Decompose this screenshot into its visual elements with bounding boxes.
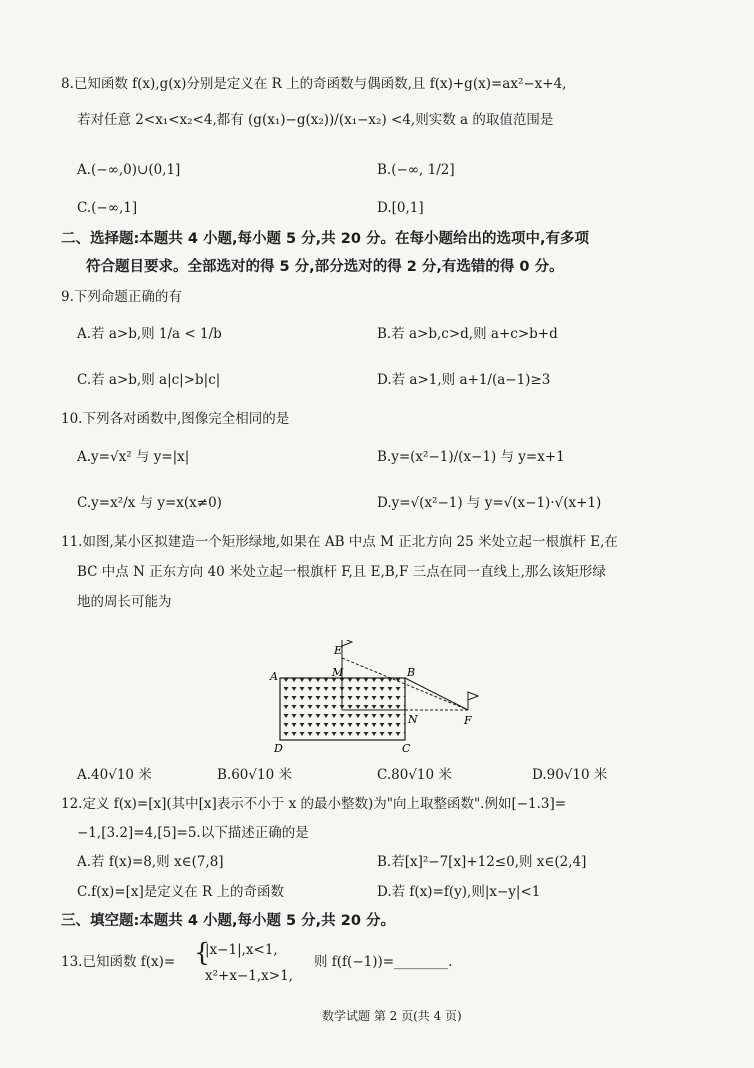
q12-option-d: D.若 f(x)=f(y),则|x−y|<1 bbox=[377, 884, 541, 900]
q11-option-b: B.60√10 米 bbox=[217, 767, 292, 783]
q13-case1: |x−1|,x<1, bbox=[205, 942, 278, 958]
label-m: M bbox=[332, 666, 344, 679]
q13-prefix: 13.已知函数 f(x)= bbox=[61, 954, 176, 970]
q11-option-d: D.90√10 米 bbox=[532, 767, 608, 783]
q8-line2: 若对任意 2<x₁<x₂<4,都有 (g(x₁)−g(x₂))/(x₁−x₂) <4,则实数 a 的取值范围是 bbox=[77, 112, 554, 128]
q10-stem: 10.下列各对函数中,图像完全相同的是 bbox=[61, 411, 290, 427]
q13-suffix: 则 f(f(−1))=________. bbox=[314, 954, 453, 970]
q8-option-d: D.[0,1] bbox=[377, 200, 424, 216]
section2-line2: 符合题目要求。全部选对的得 5 分,部分选对的得 2 分,有选错的得 0 分。 bbox=[86, 259, 564, 275]
q11-option-a: A.40√10 米 bbox=[77, 767, 152, 783]
q9-stem: 9.下列命题正确的有 bbox=[61, 289, 182, 305]
label-d: D bbox=[274, 742, 283, 755]
q8-option-b: B.(−∞, 1/2] bbox=[377, 162, 455, 178]
section2-line1: 二、选择题:本题共 4 小题,每小题 5 分,共 20 分。在每小题给出的选项中,有多项 bbox=[61, 231, 589, 247]
q9-option-c: C.若 a>b,则 a|c|>b|c| bbox=[77, 372, 221, 388]
q12-option-a: A.若 f(x)=8,则 x∈(7,8] bbox=[77, 854, 224, 870]
q12-line2: −1,[3.2]=4,[5]=5.以下描述正确的是 bbox=[77, 825, 309, 841]
q12-option-c: C.f(x)=[x]是定义在 R 上的奇函数 bbox=[77, 884, 284, 900]
label-b: B bbox=[407, 666, 416, 679]
section3-title: 三、填空题:本题共 4 小题,每小题 5 分,共 20 分。 bbox=[61, 913, 395, 929]
q10-option-b: B.y=(x²−1)/(x−1) 与 y=x+1 bbox=[377, 449, 565, 465]
q11-line1: 11.如图,某小区拟建造一个矩形绿地,如果在 AB 中点 M 正北方向 25 米处立起一根旗杆 E,在 bbox=[61, 534, 618, 550]
label-e: E bbox=[334, 644, 343, 657]
q8-line1: 8.已知函数 f(x),g(x)分别是定义在 R 上的奇函数与偶函数,且 f(x)+g(x)=ax²−x+4, bbox=[61, 76, 567, 92]
q10-option-d: D.y=√(x²−1) 与 y=√(x−1)·√(x+1) bbox=[377, 495, 602, 511]
rectangle-garden-figure bbox=[258, 640, 498, 756]
q11-option-c: C.80√10 米 bbox=[377, 767, 452, 783]
b-to-f-line bbox=[405, 678, 468, 710]
q9-option-b: B.若 a>b,c>d,则 a+c>b+d bbox=[377, 326, 558, 342]
flag-f-icon bbox=[468, 692, 478, 710]
q10-option-a: A.y=√x² 与 y=|x| bbox=[77, 449, 190, 465]
q8-option-a: A.(−∞,0)∪(0,1] bbox=[77, 162, 181, 178]
q8-option-c: C.(−∞,1] bbox=[77, 200, 138, 216]
q13-case2: x²+x−1,x>1, bbox=[205, 968, 293, 984]
q10-option-c: C.y=x²/x 与 y=x(x≠0) bbox=[77, 495, 222, 511]
q12-option-b: B.若[x]²−7[x]+12≤0,则 x∈(2,4] bbox=[377, 854, 587, 870]
flag-e-icon bbox=[342, 640, 352, 658]
label-c: C bbox=[402, 742, 411, 755]
q13-brace: { bbox=[194, 938, 210, 967]
label-n: N bbox=[408, 713, 418, 726]
q11-line2: BC 中点 N 正东方向 40 米处立起一根旗杆 F,且 E,B,F 三点在同一直线上,那么该矩形绿 bbox=[77, 564, 606, 580]
q9-option-a: A.若 a>b,则 1/a < 1/b bbox=[77, 326, 222, 342]
q11-line3: 地的周长可能为 bbox=[77, 594, 172, 610]
q9-option-d: D.若 a>1,则 a+1/(a−1)≥3 bbox=[377, 372, 551, 388]
q12-line1: 12.定义 f(x)=[x](其中[x]表示不小于 x 的最小整数)为"向上取整函数".例如[−1.3]= bbox=[61, 796, 567, 812]
label-a: A bbox=[270, 670, 278, 683]
label-f: F bbox=[464, 714, 472, 727]
page-footer: 数学试题 第 2 页(共 4 页) bbox=[322, 1009, 462, 1023]
